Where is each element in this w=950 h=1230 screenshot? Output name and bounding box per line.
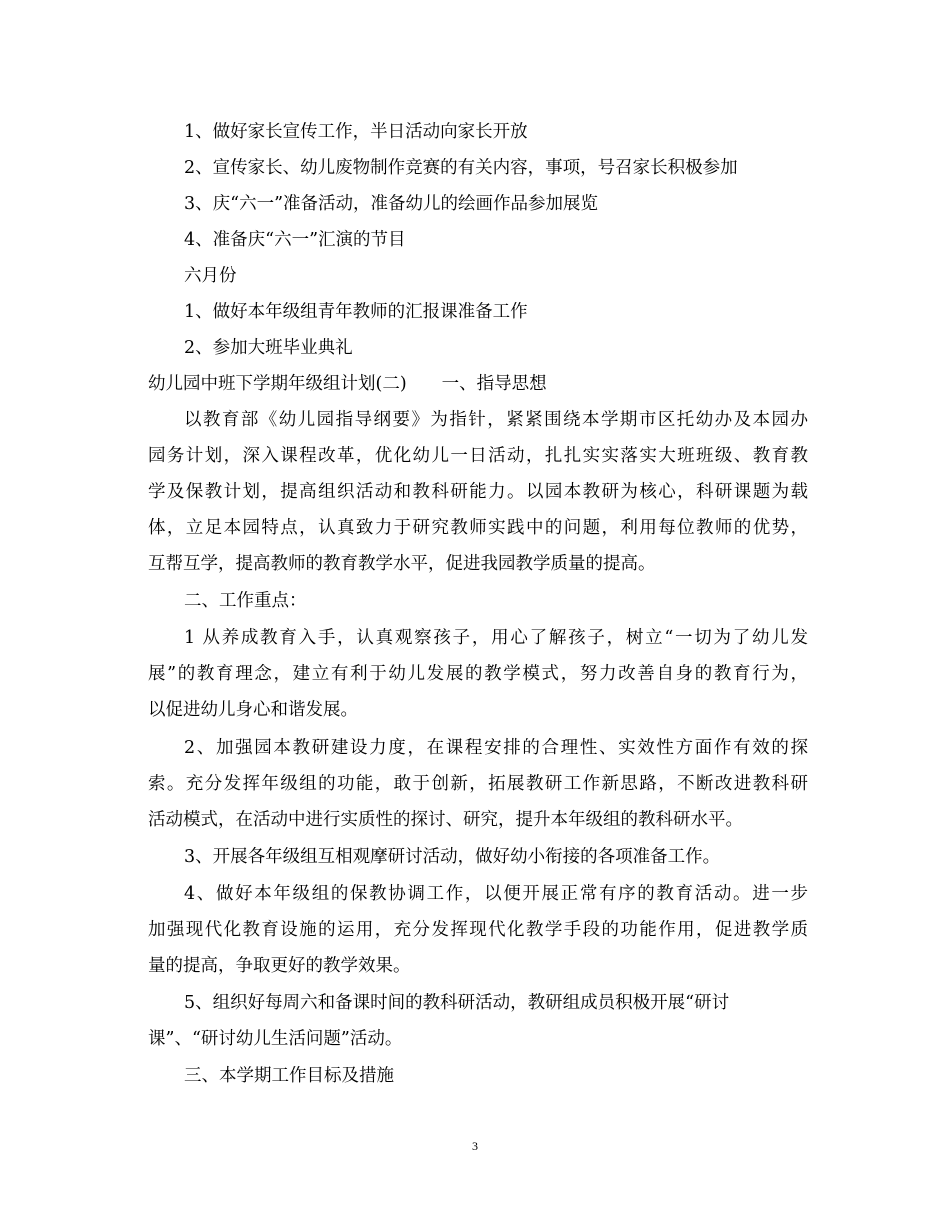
paragraph-line: 量的提高，争取更好的教学效果。	[148, 956, 411, 976]
text-line: 4、准备庆“六一”汇演的节目	[184, 230, 406, 250]
paragraph-line: 课”、“研讨幼儿生活问题”活动。	[148, 1029, 403, 1049]
paragraph-line: 园务计划，深入课程改革，优化幼儿一日活动，扎扎实实落实大班班级、教育教	[148, 446, 808, 466]
section-heading: 六月份	[184, 266, 237, 286]
paragraph-line: 以教育部《幼儿园指导纲要》为指针，紧紧围绕本学期市区托幼办及本园办	[184, 410, 808, 430]
paragraph-line: 1 从养成教育入手，认真观察孩子，用心了解孩子，树立“一切为了幼儿发	[184, 628, 808, 648]
text-line: 1、做好家长宣传工作，半日活动向家长开放	[184, 122, 528, 142]
paragraph-line: 以促进幼儿身心和谐发展。	[148, 700, 358, 720]
paragraph-line: 索。充分发挥年级组的功能，敢于创新，拓展教研工作新思路，不断改进教科研	[148, 774, 808, 794]
section-heading: 二、工作重点：	[184, 591, 307, 611]
text-line: 1、做好本年级组青年教师的汇报课准备工作	[184, 302, 528, 322]
paragraph-line: 活动模式，在活动中进行实质性的探讨、研究，提升本年级组的教科研水平。	[148, 810, 743, 830]
document-title-line: 幼儿园中班下学期年级组计划(二) 一、指导思想	[148, 374, 547, 394]
paragraph-line: 展”的教育理念，建立有利于幼儿发展的教学模式，努力改善自身的教育行为，	[148, 664, 808, 684]
text-line: 2、参加大班毕业典礼	[184, 338, 353, 358]
paragraph-line: 互帮互学，提高教师的教育教学水平，促进我园教学质量的提高。	[148, 554, 656, 574]
paragraph-line: 3、开展各年级组互相观摩研讨活动，做好幼小衔接的各项准备工作。	[184, 847, 721, 867]
text-line: 2、宣传家长、幼儿废物制作竞赛的有关内容，事项，号召家长积极参加	[184, 158, 738, 178]
paragraph-line: 加强现代化教育设施的运用，充分发挥现代化教学手段的功能作用，促进教学质	[148, 920, 808, 940]
page-number: 3	[472, 1139, 478, 1153]
paragraph-line: 2、加强园本教研建设力度，在课程安排的合理性、实效性方面作有效的探	[184, 738, 808, 758]
section-heading: 三、本学期工作目标及措施	[184, 1066, 394, 1086]
text-line: 3、庆“六一”准备活动，准备幼儿的绘画作品参加展览	[184, 194, 599, 214]
paragraph-line: 5、组织好每周六和备课时间的教科研活动，教研组成员积极开展“研讨	[184, 993, 730, 1013]
paragraph-line: 4、做好本年级组的保教协调工作，以便开展正常有序的教育活动。进一步	[184, 884, 808, 904]
paragraph-line: 学及保教计划，提高组织活动和教科研能力。以园本教研为核心，科研课题为载	[148, 482, 808, 502]
paragraph-line: 体，立足本园特点，认真致力于研究教师实践中的问题，利用每位教师的优势，	[148, 518, 808, 538]
